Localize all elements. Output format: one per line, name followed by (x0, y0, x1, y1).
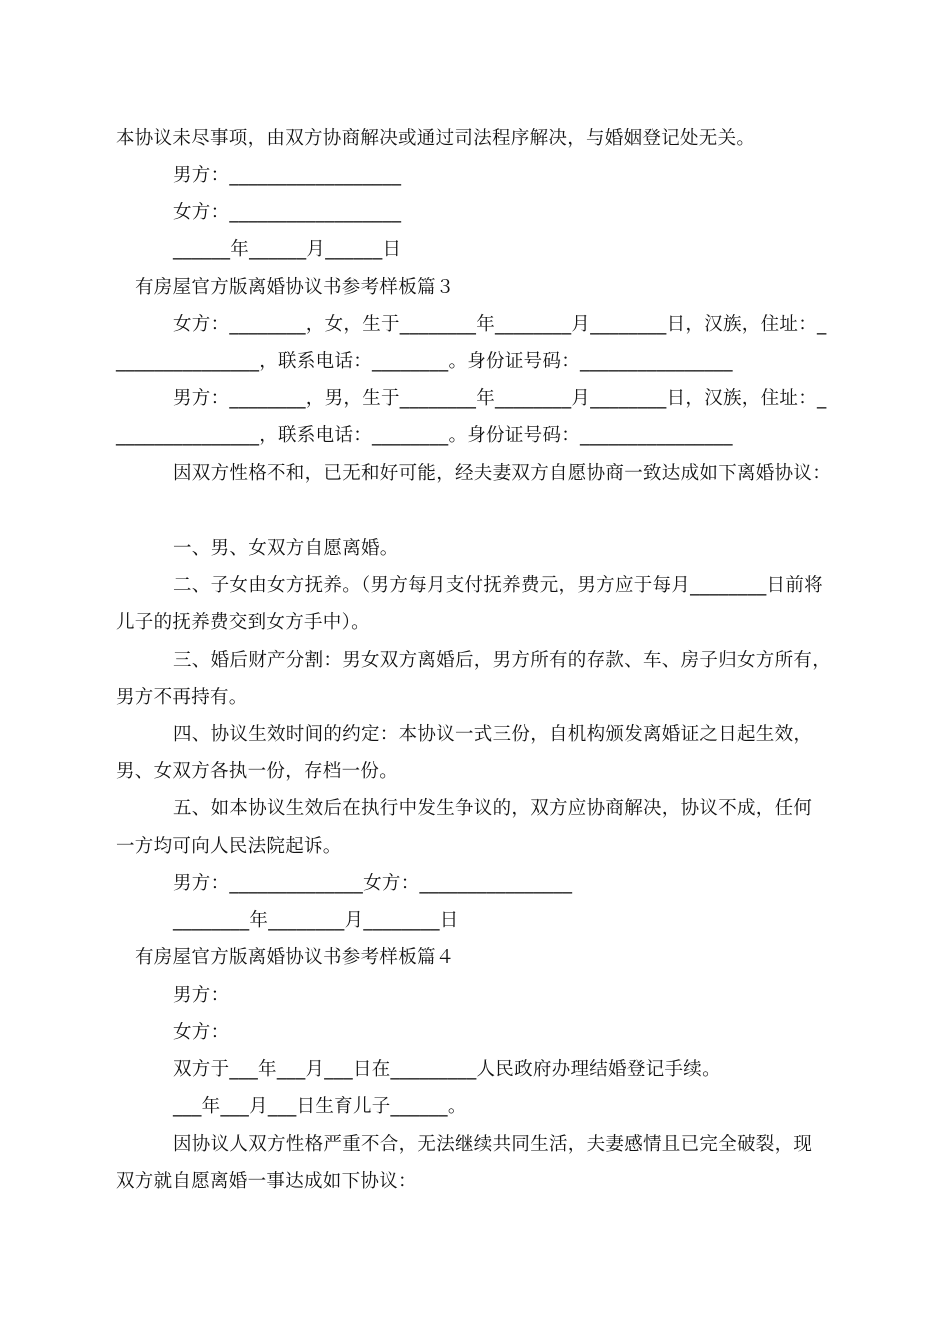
text-line: 双方就自愿离婚一事达成如下协议： (116, 1171, 417, 1192)
clause-5: 五、如本协议生效后在执行中发生争议的，双方应协商解决，协议不成，任何 (173, 798, 813, 819)
text-line: 一方均可向人民法院起诉。 (116, 836, 342, 857)
text-line: 因协议人双方性格严重不合，无法继续共同生活，夫妻感情且已完全破裂，现 (173, 1134, 813, 1155)
text-line: 女方： (173, 1022, 230, 1043)
signature-line-male: 男方：__________________ (173, 165, 402, 186)
clause-3: 三、婚后财产分割：男女双方离婚后，男方所有的存款、车、房子归女方所有， (173, 650, 832, 671)
text-line: 男方： (173, 985, 230, 1006)
text-line: 男方不再持有。 (116, 687, 248, 708)
signature-line: 男方：______________女方：________________ (173, 873, 573, 894)
text-line: 女方：________，女，生于________年________月________日，汉族，住址：_ (173, 314, 827, 335)
text-line: 本协议未尽事项，由双方协商解决或通过司法程序解决，与婚姻登记处无关。 (116, 128, 756, 149)
text-line: 儿子的抚养费交到女方手中）。 (116, 612, 370, 633)
section-heading-3: 有房屋官方版离婚协议书参考样板篇３ (135, 277, 455, 298)
signature-line-female: 女方：__________________ (173, 202, 402, 223)
text-line: 因双方性格不和，已无和好可能，经夫妻双方自愿协商一致达成如下离婚协议： (173, 463, 832, 484)
clause-1: 一、男、女双方自愿离婚。 (173, 538, 399, 559)
date-line: ________年________月________日 (173, 910, 459, 931)
text-line: 双方于___年___月___日在_________人民政府办理结婚登记手续。 (173, 1059, 721, 1080)
text-line: 男方：________，男，生于________年________月________日，汉族，住址：_ (173, 388, 827, 409)
text-line: _______________，联系电话：________。身份证号码：________________ (116, 351, 733, 372)
section-heading-4: 有房屋官方版离婚协议书参考样板篇４ (135, 947, 455, 968)
text-line: _______________，联系电话：________。身份证号码：________________ (116, 425, 733, 446)
date-line: ______年______月______日 (173, 239, 402, 260)
text-line: 男、女双方各执一份，存档一份。 (116, 761, 399, 782)
text-line: ___年___月___日生育儿子______。 (173, 1096, 467, 1117)
clause-2: 二、子女由女方抚养。（男方每月支付抚养费元，男方应于每月________日前将 (173, 575, 823, 596)
clause-4: 四、协议生效时间的约定：本协议一式三份，自机构颁发离婚证之日起生效， (173, 724, 813, 745)
